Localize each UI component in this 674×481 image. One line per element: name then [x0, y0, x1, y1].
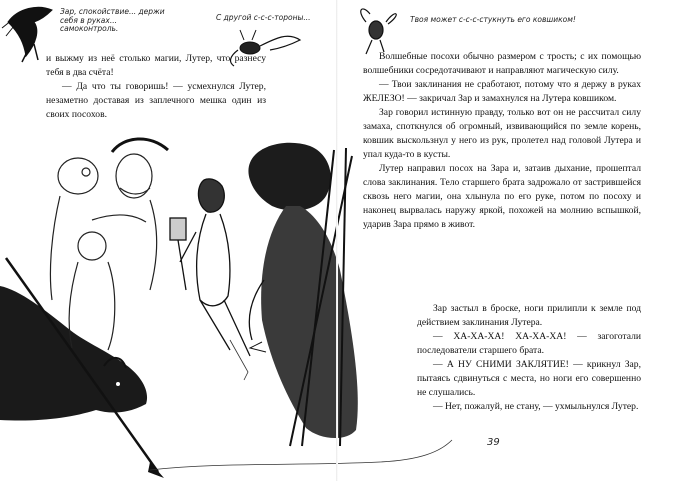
- right-paragraph: — А НУ СНИМИ ЗАКЛЯТИЕ! — крикнул Зар, пытаясь сдвинуться с места, но ноги его совершенно не слушались.: [417, 359, 641, 398]
- raven-sketch: [2, 7, 52, 62]
- right-paragraph: — Нет, пожалуй, не стану, — ухмыльнулся Лутер.: [433, 401, 639, 412]
- left-page-text: [46, 52, 266, 122]
- right-page-text: [363, 50, 641, 232]
- right-paragraph: Лутер направил посох на Зара и, затаив дыхание, прошептал слова заклинания. Тело старшего брата задрожало от застрившейся сквозь него магии, она хлынула по его руке, потом по посоху и наконец вырвалась наружу яркой, похожей на молнию вспышкой, ударив Зара прямо в живот.: [363, 163, 641, 230]
- right-paragraph: — ХА-ХА-ХА! ХА-ХА-ХА! — загоготали последователи старшего брата.: [417, 331, 641, 356]
- book-gutter: [336, 0, 338, 481]
- zar-sketch: [170, 179, 250, 356]
- left-paragraph: и выжму из неё столько магии, Лутер, что разнесу тебя в два счёта!: [46, 53, 266, 78]
- right-paragraph: Волшебные посохи обычно размером с трость; с их помощью волшебники сосредотачивают и направляют магическую силу.: [363, 51, 641, 76]
- right-paragraph: — Твои заклинания не сработают, потому что я держу в руках ЖЕЛЕЗО! — закричал Зар и замахнулся на Лутера ковшиком.: [363, 79, 641, 104]
- speech-caption-zar: Зар, спокойствие... держи себя в руках... самоконтроль.: [60, 7, 165, 33]
- right-paragraph: Зар застыл в броске, ноги прилипли к земле под действием заклинания Лутера.: [417, 303, 641, 328]
- right-paragraph: Зар говорил истинную правду, только вот он не рассчитал силу замаха, споткнулся об огромный, извивающийся по земле корень, ковшик выскользнул у него из рук, пролетел над головой Лутера и упал куда-то в кусты.: [363, 107, 641, 160]
- right-page-text-lower: [417, 302, 641, 414]
- sprite-sketch: [361, 9, 396, 54]
- page-number: 39: [487, 437, 500, 448]
- goblin-group-sketch: [50, 139, 168, 350]
- speech-caption-bug: С другой с-с-с-тороны...: [216, 13, 311, 22]
- speech-caption-sprite: Твоя может с-с-с-стукнуть его ковшиком!: [410, 15, 576, 24]
- left-paragraph: — Да что ты говоришь! — усмехнулся Лутер, незаметно доставая из заплечного мешка один из своих посохов.: [46, 81, 266, 120]
